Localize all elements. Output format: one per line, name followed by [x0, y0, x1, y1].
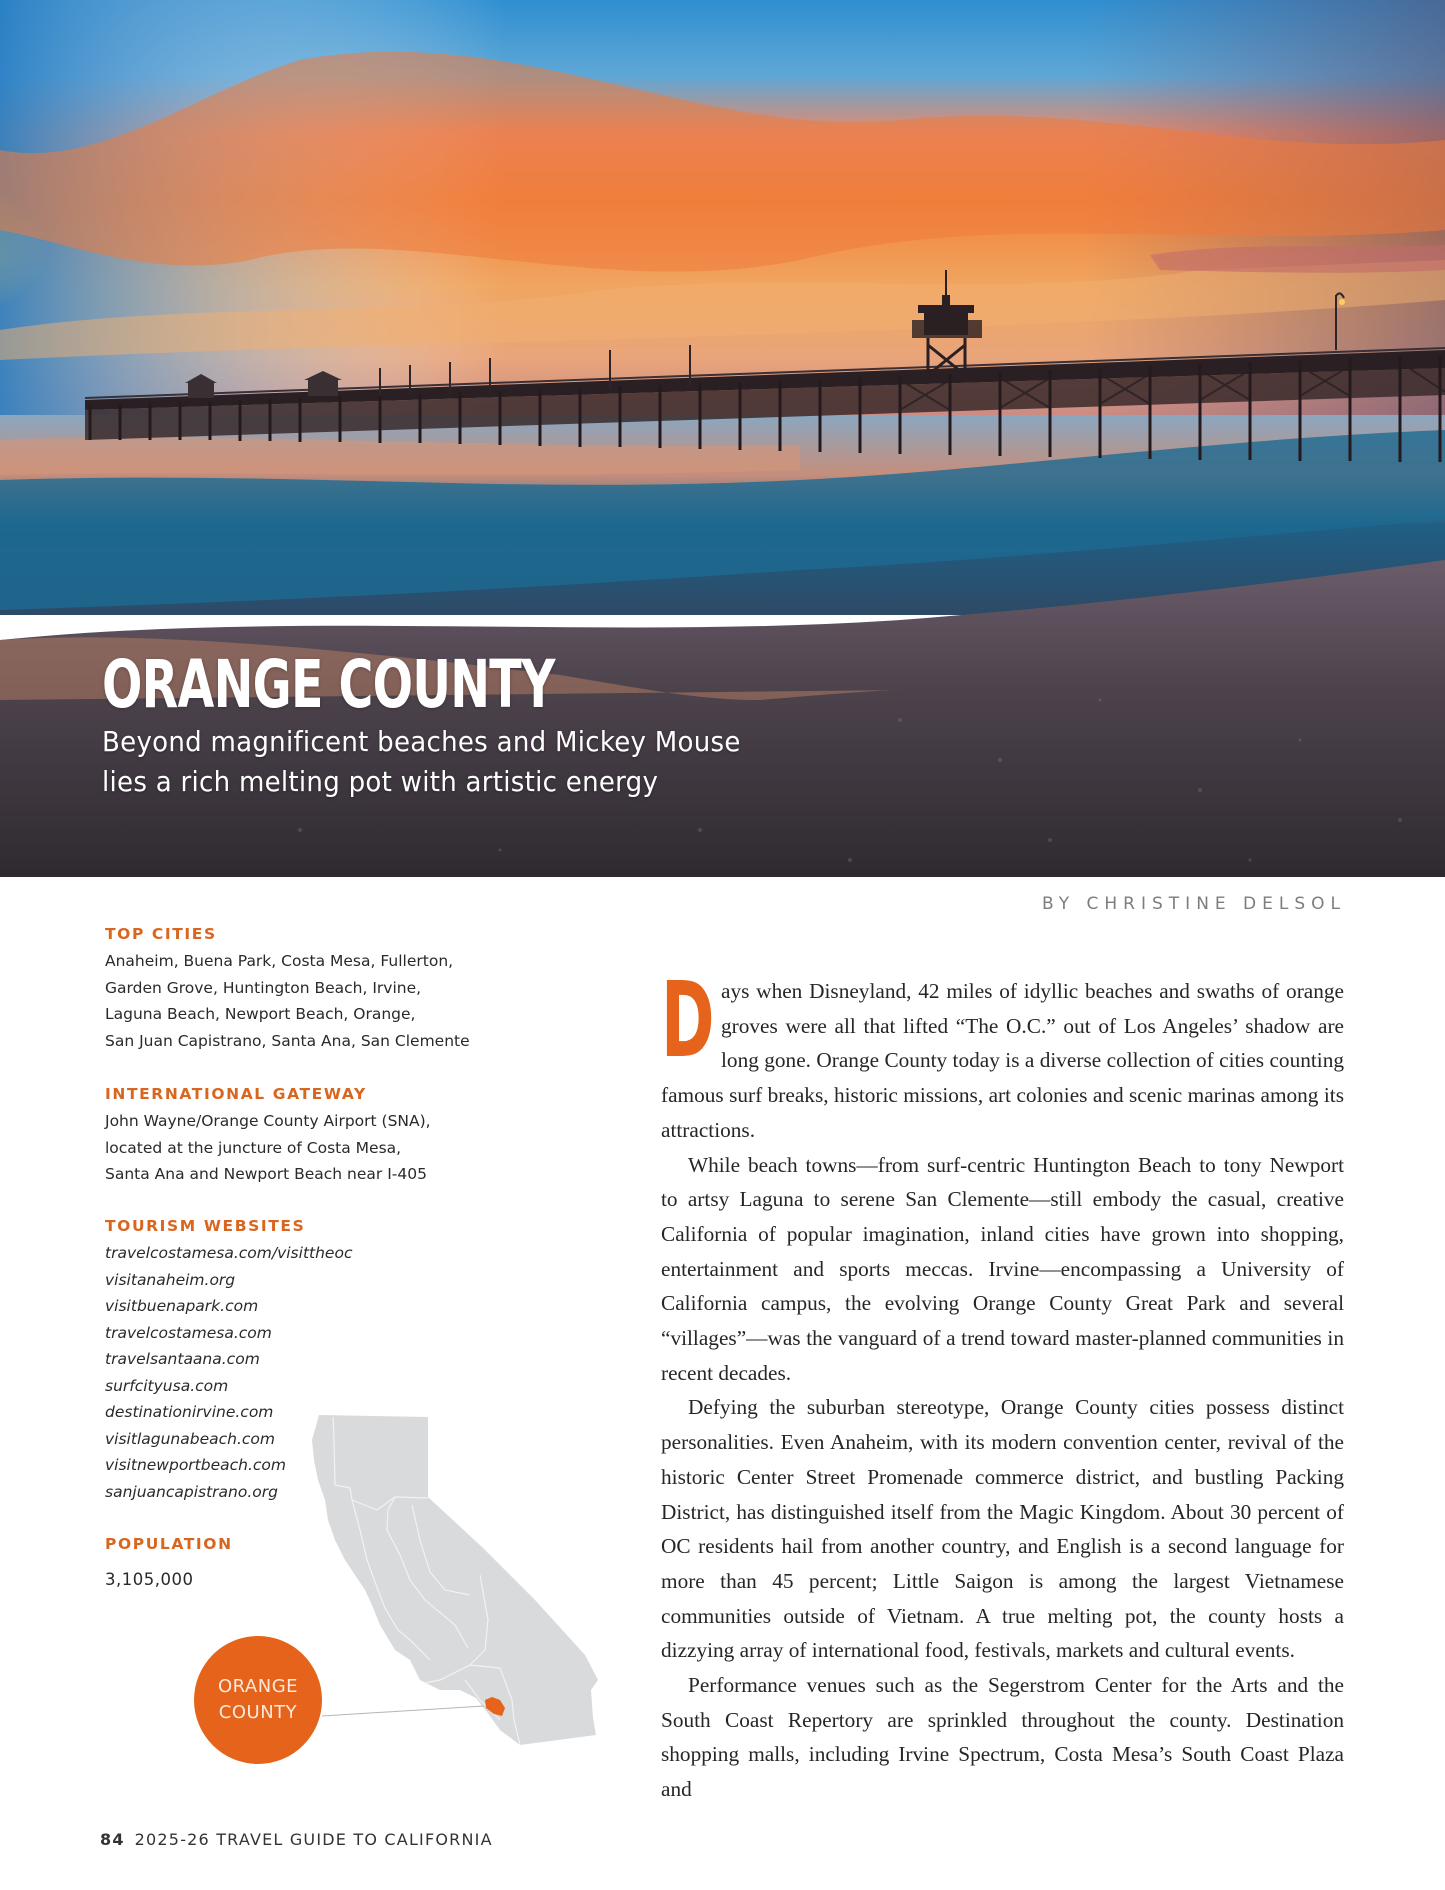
- website-link[interactable]: destinationirvine.com: [105, 1403, 274, 1421]
- website-link[interactable]: sanjuancapistrano.org: [105, 1482, 278, 1501]
- callout-line: [322, 1706, 484, 1716]
- article-paragraph: Days when Disneyland, 42 miles of idyllic beaches and swaths of orange groves were all that lifted “The O.C.” out of Los Angeles’ shadow are long gone. Orange County today is a diverse collection of cities counting famous surf breaks, historic missions, art colonies and scenic marinas among its attractions.: [661, 959, 1344, 1142]
- top-cities-line: Laguna Beach, Newport Beach, Orange,: [105, 1005, 416, 1023]
- population-value: 3,105,000: [105, 1570, 194, 1589]
- article-paragraph: Performance venues such as the Segerstrom Center for the Arts and the South Coast Repertory are sprinkled throughout the county. Destination shopping malls, including Irvine Spectrum, Costa Mesa’s South Coast Plaza and: [661, 1673, 1344, 1802]
- california-map: [300, 1400, 620, 1760]
- top-cities-line: Anaheim, Buena Park, Costa Mesa, Fullerton,: [105, 952, 454, 970]
- california-state-shape: [312, 1415, 598, 1745]
- badge-line-2: COUNTY: [218, 1702, 298, 1723]
- gateway-text: [105, 1108, 431, 1188]
- websites-heading: TOURISM WEBSITES: [105, 1217, 306, 1235]
- website-link[interactable]: visitnewportbeach.com: [105, 1456, 286, 1474]
- page-title: ORANGE COUNTY: [102, 646, 555, 723]
- article-body: [661, 959, 1344, 1807]
- orange-county-badge: [194, 1636, 322, 1764]
- top-cities-line: Garden Grove, Huntington Beach, Irvine,: [105, 978, 422, 997]
- website-link[interactable]: travelcostamesa.com/visittheoc: [105, 1244, 353, 1262]
- page-footer: [100, 1830, 493, 1849]
- top-cities-heading: TOP CITIES: [105, 925, 217, 943]
- article-paragraph: While beach towns—from surf-centric Huntington Beach to tony Newport to artsy Laguna to serene San Clemente—still embody the casual, creative California of popular imagination, inland cities have grown into shopping, entertainment and sports meccas. Irvine—encompassing a University of California campus, the evolving Orange County Great Park and several “villages”—was the vanguard of a trend toward master-planned communities in recent decades.: [661, 1152, 1344, 1385]
- website-link[interactable]: surfcityusa.com: [105, 1376, 229, 1395]
- article-paragraph: Defying the suburban stereotype, Orange County cities possess distinct personalities. Even Anaheim, with its modern convention center, revival of the historic Center Street Promenade commerce district, and bustling Packing District, has distinguished itself from the Magic Kingdom. About 30 percent of OC residents hail from another country, and English is a second language for more than 45 percent; Little Saigon is among the largest Vietnamese communities outside of Vietnam. A true melting pot, the county hosts a dizzying array of international food, festivals, markets and cultural events.: [661, 1395, 1344, 1663]
- page-number: 84: [100, 1830, 125, 1849]
- subtitle-line-1: Beyond magnificent beaches and Mickey Mouse: [102, 725, 741, 758]
- website-link[interactable]: visitlagunabeach.com: [105, 1429, 275, 1448]
- subtitle-line-2: lies a rich melting pot with artistic energy: [102, 765, 659, 798]
- website-link[interactable]: travelcostamesa.com: [105, 1323, 272, 1342]
- hero-photo: [0, 0, 1445, 877]
- author-byline: BY CHRISTINE DELSOL: [1042, 894, 1346, 914]
- top-cities-list: [105, 948, 470, 1054]
- website-link[interactable]: visitanaheim.org: [105, 1270, 236, 1289]
- website-link[interactable]: visitbuenapark.com: [105, 1297, 259, 1315]
- drop-cap: D: [661, 959, 715, 1081]
- badge-line-1: ORANGE: [217, 1676, 299, 1697]
- gateway-line: located at the juncture of Costa Mesa,: [105, 1138, 402, 1157]
- gateway-line: John Wayne/Orange County Airport (SNA),: [105, 1112, 431, 1130]
- gateway-heading: INTERNATIONAL GATEWAY: [105, 1085, 367, 1103]
- page-subtitle: [102, 722, 772, 802]
- website-link[interactable]: travelsantaana.com: [105, 1350, 260, 1368]
- population-heading: POPULATION: [105, 1535, 233, 1553]
- publication-title: 2025-26 TRAVEL GUIDE TO CALIFORNIA: [134, 1830, 493, 1849]
- top-cities-line: San Juan Capistrano, Santa Ana, San Clemente: [105, 1031, 470, 1050]
- gateway-line: Santa Ana and Newport Beach near I-405: [105, 1165, 427, 1183]
